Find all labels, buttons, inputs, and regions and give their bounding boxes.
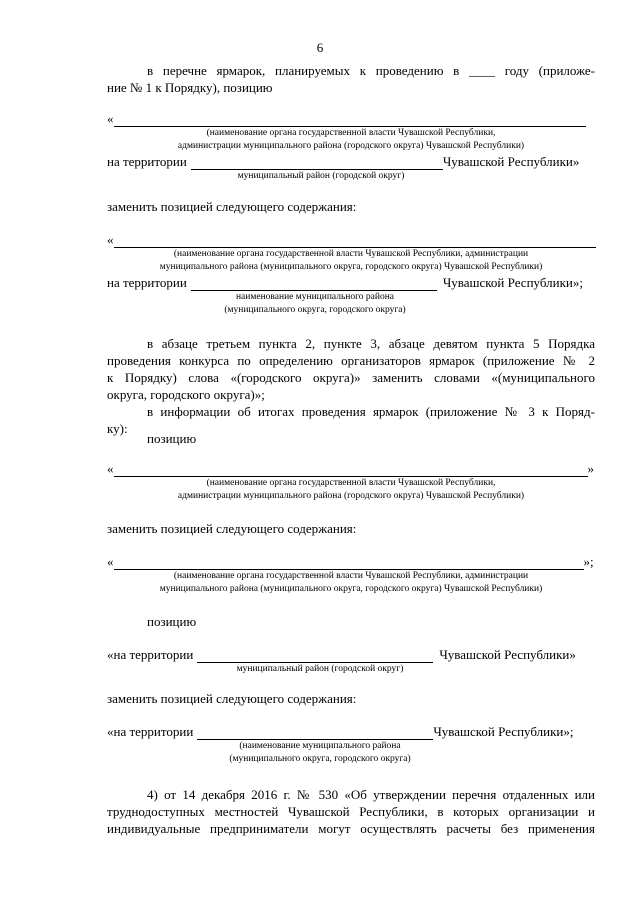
territory-line-1 <box>107 153 579 170</box>
text-line: к Порядку) слова «(городского округа)» заменить словами «(муниципального <box>107 370 595 385</box>
caption-line: (наименование органа государственной власти Чувашской Республики, администрации <box>173 249 529 259</box>
caption-line: (муниципального округа, городского округа) <box>224 305 406 315</box>
caption-line: муниципального района (муниципального округа, городского округа) Чувашской Республики) <box>159 584 543 594</box>
caption-authority-3 <box>107 477 595 503</box>
text-line: в абзаце третьем пункта 2, пункте 3, абзаце девятом пункта 5 Порядка <box>147 336 595 351</box>
page-number: 6 <box>316 40 324 55</box>
blank-field <box>114 234 596 248</box>
text-line: проведения конкурса по определению организаторов ярмарок (приложение № 2 <box>107 353 595 368</box>
blank-field <box>197 726 433 740</box>
territory-line-2 <box>107 274 583 291</box>
caption-municipal-2 <box>195 291 435 317</box>
territory-suffix: Чувашской Республики» <box>439 647 576 662</box>
caption-authority-1 <box>107 127 595 153</box>
territory-suffix: Чувашской Республики»; <box>433 724 574 739</box>
open-quote: « <box>107 111 114 126</box>
caption-municipal-1: муниципальный район (городской округ) <box>237 171 405 181</box>
close-quote: »; <box>583 554 594 569</box>
caption-municipal-6 <box>200 740 440 766</box>
replace-instruction-3: заменить позицией следующего содержания: <box>107 691 357 706</box>
blank-field <box>114 463 588 477</box>
text-line: индивидуальные предприниматели могут осуществлять расчеты без применения <box>107 821 595 836</box>
caption-line: (наименование органа государственной власти Чувашской Республики, администрации <box>173 571 529 581</box>
paragraph-fairs-list-line2: ние № 1 к Порядку), позицию <box>107 80 273 95</box>
text-line: труднодоступных местностей Чувашской Республики, в которых организации и <box>107 804 595 819</box>
caption-authority-2 <box>107 248 595 274</box>
open-quote: « <box>107 461 114 476</box>
territory-suffix: Чувашской Республики» <box>442 154 580 169</box>
paragraph-remote-areas <box>107 786 595 837</box>
blank-field <box>114 556 584 570</box>
territory-label: «на территории <box>107 647 194 662</box>
replace-instruction-2: заменить позицией следующего содержания: <box>107 521 357 536</box>
territory-line-5 <box>107 646 576 663</box>
text-line: 4) от 14 декабря 2016 г. № 530 «Об утверждении перечня отдаленных или <box>147 787 595 802</box>
text-line: округа, городского округа)»; <box>107 387 265 402</box>
territory-label: на территории <box>107 154 187 169</box>
blank-field <box>197 649 433 663</box>
territory-label: «на территории <box>107 724 194 739</box>
position-label-2: позицию <box>147 614 197 629</box>
blank-field <box>191 277 437 291</box>
caption-line: администрации муниципального района (городского округа) Чувашской Республики) <box>177 491 525 501</box>
blank-line-authority-1 <box>107 110 586 127</box>
position-label-1: позицию <box>147 431 197 446</box>
territory-suffix: Чувашской Республики»; <box>442 275 583 290</box>
caption-line: (муниципального округа, городского округа) <box>229 754 411 764</box>
caption-line: (наименование муниципального района <box>239 741 401 751</box>
blank-field <box>191 156 443 170</box>
close-quote: » <box>587 461 594 476</box>
caption-line: наименование муниципального района <box>235 292 395 302</box>
blank-line-authority-2 <box>107 231 596 248</box>
blank-line-authority-4 <box>107 553 594 570</box>
replace-instruction-1: заменить позицией следующего содержания: <box>107 199 357 214</box>
caption-line: администрации муниципального района (городского округа) Чувашской Республики) <box>177 141 525 151</box>
text-line: ку): <box>107 421 128 436</box>
text-line: в информации об итогах проведения ярмарок (приложение № 3 к Поряд- <box>147 404 595 419</box>
caption-line: муниципального района (муниципального округа, городского округа) Чувашской Республики) <box>159 262 543 272</box>
paragraph-fairs-list-line1: в перечне ярмарок, планируемых к проведению в ____ году (приложе- <box>147 63 595 78</box>
territory-line-6 <box>107 723 573 740</box>
blank-field <box>114 113 586 127</box>
territory-label: на территории <box>107 275 187 290</box>
caption-municipal-5: муниципальный район (городской округ) <box>236 664 404 674</box>
open-quote: « <box>107 554 114 569</box>
caption-authority-4 <box>107 570 595 596</box>
paragraph-contest-procedure <box>107 335 595 437</box>
caption-line: (наименование органа государственной власти Чувашской Республики, <box>206 128 496 138</box>
open-quote: « <box>107 232 114 247</box>
blank-line-authority-3 <box>107 460 594 477</box>
caption-line: (наименование органа государственной власти Чувашской Республики, <box>206 478 496 488</box>
